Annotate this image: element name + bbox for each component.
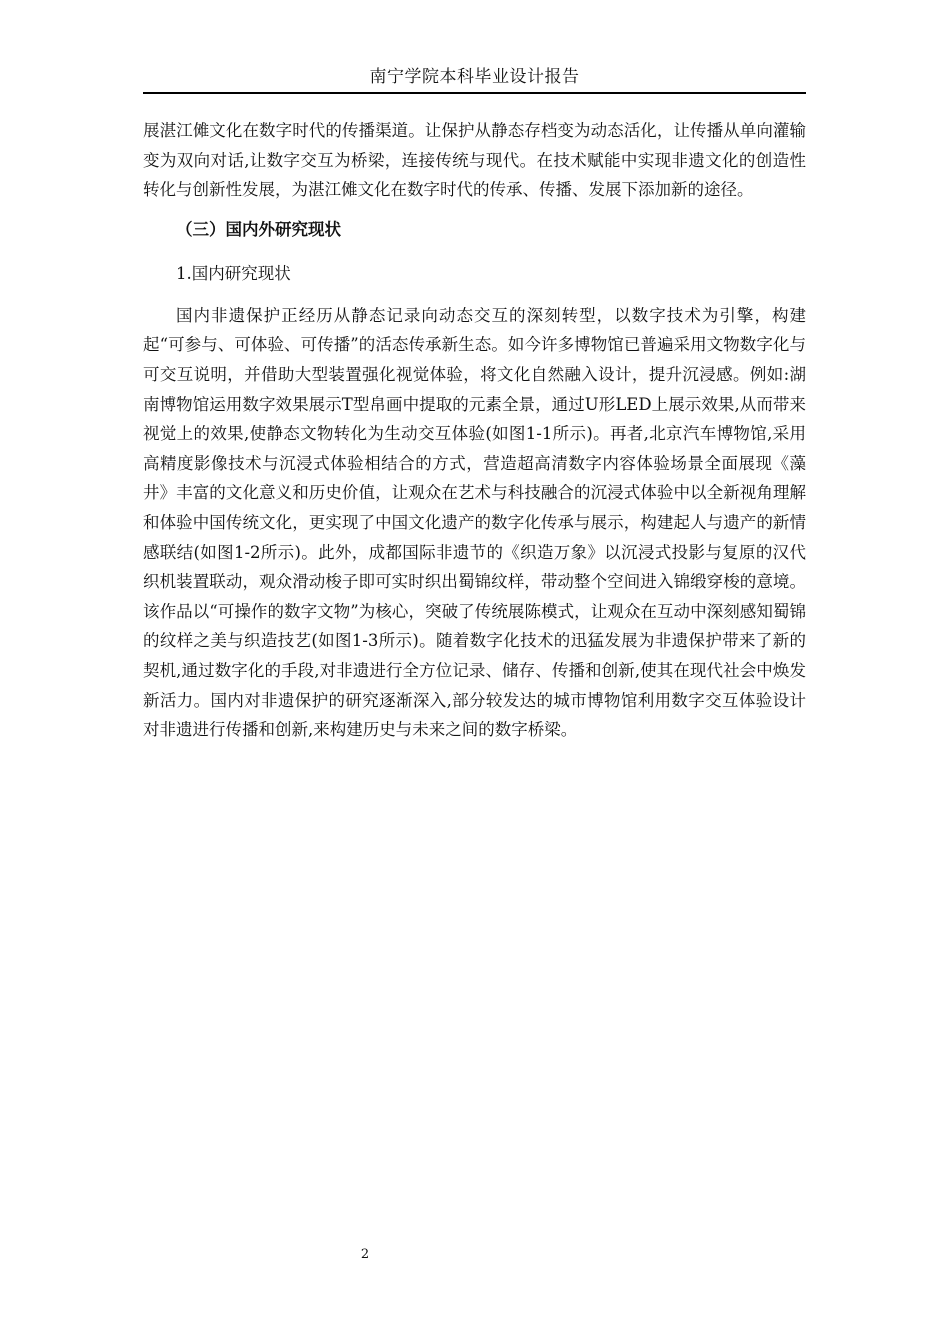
section-heading: （三）国内外研究现状 (176, 219, 341, 239)
continuation-paragraph: 展湛江傩文化在数字时代的传播渠道。让保护从静态存档变为动态活化，让传播从单向灌输变为双向对话,让数字交互为桥梁，连接传统与现代。在技术赋能中实现非遗文化的创造性转化与创新性发展，为湛江傩文化在数字时代的传承、传播、发展下添加新的途径。 (143, 121, 806, 200)
running-header: 南宁学院本科毕业设计报告 (369, 67, 580, 87)
main-paragraph: 国内非遗保护正经历从静态记录向动态交互的深刻转型，以数字技术为引擎，构建起“可参与、可体验、可传播”的活态传承新生态。如今许多博物馆已普遍采用文物数字化与可交互说明，并借助大型装置强化视觉体验，将文化自然融入设计，提升沉浸感。例如:湖南博物馆运用数字效果展示T型帛画中提取的元素全景，通过U形LED上展示效果,从而带来视觉上的效果,使静态文物转化为生动交互体验(如图1-1所示)。再者,北京汽车博物馆,采用高精度影像技术与沉浸式体验相结合的方式，营造超高清数字内容体验场景全面展现《藻井》丰富的文化意义和历史价值，让观众在艺术与科技融合的沉浸式体验中以全新视角理解和体验中国传统文化，更实现了中国文化遗产的数字化传承与展示，构建起人与遗产的新情感联结(如图1-2所示)。此外，成都国际非遗节的《织造万象》以沉浸式投影与复原的汉代织机装置联动，观众滑动梭子即可实时织出蜀锦纹样，带动整个空间进入锦缎穿梭的意境。该作品以“可操作的数字文物”为核心，突破了传统展陈模式，让观众在互动中深刻感知蜀锦的纹样之美与织造技艺(如图1-3所示)。随着数字化技术的迅猛发展为非遗保护带来了新的契机,通过数字化的手段,对非遗进行全方位记录、储存、传播和创新,使其在现代社会中焕发新活力。国内对非遗保护的研究逐渐深入,部分较发达的城市博物馆利用数字交互体验设计对非遗进行传播和创新,来构建历史与未来之间的数字桥梁。 (143, 305, 806, 740)
subsection-heading: 1.国内研究现状 (176, 263, 291, 283)
header-divider (143, 92, 806, 94)
page-number: 2 (360, 1247, 370, 1262)
body-text (143, 116, 806, 745)
